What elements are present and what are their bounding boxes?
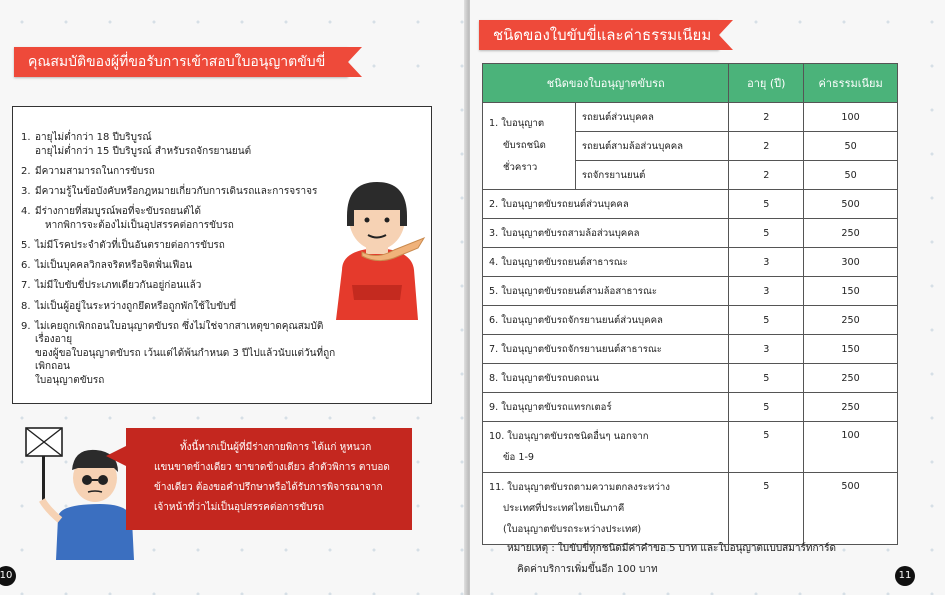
- cell-type-line: 3. ใบอนุญาตขับรถสามล้อส่วนบุคคล: [489, 227, 640, 239]
- cell-years: 5: [729, 190, 804, 219]
- list-item-text: อายุไม่ต่ำกว่า 18 ปีบริบูรณ์: [35, 132, 152, 143]
- list-item: [21, 185, 341, 199]
- cell-type-line: 7. ใบอนุญาตขับรถจักรยานยนต์สาธารณะ: [489, 343, 662, 355]
- note-line: แขนขาดข้างเดียว ขาขาดข้างเดียว ลำตัวพิการ ตาบอด: [154, 462, 390, 473]
- list-item-text: ไม่เป็นบุคคลวิกลจริตหรือจิตฟั่นเฟือน: [35, 260, 193, 272]
- table-row: [483, 335, 898, 364]
- cell-type-line: ประเทศที่ประเทศไทยเป็นภาคี: [503, 503, 625, 514]
- list-item-text: ใบอนุญาตขับรถ: [35, 375, 105, 387]
- note-line: เจ้าหน้าที่ว่าไม่เป็นอุปสรรคต่อการขับรถ: [154, 502, 325, 513]
- cell-fee: 500: [804, 190, 898, 219]
- cell-type-line: 8. ใบอนุญาตขับรถบดถนน: [489, 372, 599, 384]
- cell-type: [483, 219, 729, 248]
- list-item-text: อายุไม่ต่ำกว่า 15 ปีบริบูรณ์ สำหรับรถจักรยานยนต์: [35, 145, 252, 157]
- group-label-line: 1. ใบอนุญาต: [489, 118, 545, 129]
- cell-years: 5: [729, 306, 804, 335]
- cell-type-line: 4. ใบอนุญาตขับรถยนต์สาธารณะ: [489, 256, 628, 268]
- cell-type: รถยนต์ส่วนบุคคล: [575, 103, 729, 132]
- page-number-right: 11: [895, 566, 915, 586]
- table-row: [483, 103, 898, 132]
- cell-years: 2: [729, 103, 804, 132]
- cell-type-line: ข้อ 1-9: [503, 452, 535, 463]
- cell-fee: 250: [804, 306, 898, 335]
- cell-type-line: 10. ใบอนุญาตขับรถชนิดอื่นๆ นอกจาก: [489, 431, 649, 442]
- list-item-text: ไม่มีใบขับขี่ประเภทเดียวกันอยู่ก่อนแล้ว: [35, 280, 202, 292]
- list-item: [21, 300, 341, 314]
- cell-type-line: 2. ใบอนุญาตขับรถยนต์ส่วนบุคคล: [489, 198, 629, 210]
- list-item: [21, 239, 341, 253]
- table-row: [483, 219, 898, 248]
- cell-fee: 150: [804, 277, 898, 306]
- list-item-text: ไม่มีโรคประจำตัวที่เป็นอันตรายต่อการขับรถ: [35, 239, 225, 251]
- table-row: [483, 306, 898, 335]
- cell-years: 5: [729, 393, 804, 422]
- table-row: [483, 364, 898, 393]
- qualifications-title: คุณสมบัติของผู้ที่ขอรับการเข้าสอบใบอนุญาตขับขี่: [14, 47, 348, 77]
- list-item-text: ไม่เคยถูกเพิกถอนใบอนุญาตขับรถ ซึ่งไม่ใช่จากสาเหตุขาดคุณสมบัติเรื่องอายุ: [35, 320, 324, 346]
- cell-type-line: 5. ใบอนุญาตขับรถยนต์สามล้อสาธารณะ: [489, 285, 658, 297]
- footnote-line: หมายเหตุ : ใบขับขี่ทุกชนิดมีค่าคำขอ 5 บาท และใบอนุญาตแบบสมาร์ทการ์ด: [507, 543, 836, 554]
- cell-fee: 250: [804, 393, 898, 422]
- header-license-type: ชนิดของใบอนุญาตขับรถ: [483, 64, 729, 103]
- cell-type: [483, 335, 729, 364]
- list-item-text: ของผู้ขอใบอนุญาตขับรถ เว้นแต่ได้พ้นกำหนด 3 ปีไปแล้วนับแต่วันที่ถูกเพิกถอน: [35, 347, 336, 373]
- list-item-number: 6.: [21, 260, 31, 272]
- cell-type: รถยนต์สามล้อส่วนบุคคล: [575, 132, 729, 161]
- left-page: [0, 0, 468, 595]
- list-item-number: 2.: [21, 165, 31, 177]
- footnote: [507, 538, 907, 580]
- cell-fee: 250: [804, 364, 898, 393]
- table-row: [483, 248, 898, 277]
- list-item-number: 8.: [21, 300, 31, 312]
- list-item-number: 7.: [21, 280, 31, 292]
- list-item-number: 3.: [21, 185, 31, 197]
- list-item: [21, 320, 341, 388]
- table-header-row: [483, 64, 898, 103]
- list-item: [21, 205, 341, 232]
- cell-type: [483, 306, 729, 335]
- note-line: ข้างเดียว ต้องขอคำปรึกษาหรือได้รับการพิจารณาจาก: [154, 482, 383, 493]
- cell-years: 3: [729, 277, 804, 306]
- table-row: [483, 190, 898, 219]
- cell-type: [483, 422, 729, 473]
- cell-fee: 50: [804, 161, 898, 190]
- sign-holding-character-illustration: [20, 420, 140, 560]
- cell-fee: 100: [804, 422, 898, 473]
- cell-years: 5: [729, 473, 804, 545]
- cell-years: 5: [729, 364, 804, 393]
- group-label-line: ชั่วคราว: [503, 162, 538, 173]
- disability-note-box: [126, 428, 412, 530]
- cell-type: [483, 364, 729, 393]
- cell-type: [483, 473, 729, 545]
- group-label-line: ขับรถชนิด: [503, 140, 546, 151]
- list-item: [21, 165, 341, 179]
- cell-fee: 150: [804, 335, 898, 364]
- list-item-text: มีร่างกายที่สมบูรณ์พอที่จะขับรถยนต์ได้: [35, 206, 202, 218]
- cell-years: 2: [729, 161, 804, 190]
- cell-type-line: 11. ใบอนุญาตขับรถตามความตกลงระหว่าง: [489, 482, 670, 493]
- cell-type: รถจักรยานยนต์: [575, 161, 729, 190]
- right-page: [470, 0, 945, 595]
- cell-type-line: 9. ใบอนุญาตขับรถแทรกเตอร์: [489, 401, 612, 413]
- list-item-text: มีความรู้ในข้อบังคับหรือกฎหมายเกี่ยวกับการเดินรถและการจราจร: [35, 185, 318, 197]
- header-fee: ค่าธรรมเนียม: [804, 64, 898, 103]
- list-item: [21, 259, 341, 273]
- qualifications-list: [21, 131, 341, 394]
- license-fee-table: [482, 63, 898, 545]
- footnote-line: คิดค่าบริการเพิ่มขึ้นอีก 100 บาท: [517, 564, 658, 575]
- fees-title: ชนิดของใบขับขี่และค่าธรรมเนียม: [479, 20, 719, 50]
- list-item-number: 9.: [21, 320, 31, 332]
- list-item-number: 4.: [21, 206, 31, 218]
- table-row: [483, 277, 898, 306]
- cell-years: 5: [729, 219, 804, 248]
- list-item-number: 1.: [21, 132, 31, 143]
- cell-type: [483, 248, 729, 277]
- cell-fee: 250: [804, 219, 898, 248]
- list-item: [21, 131, 341, 158]
- cell-type: [483, 277, 729, 306]
- cell-fee: 300: [804, 248, 898, 277]
- list-item: [21, 279, 341, 293]
- table-row: [483, 393, 898, 422]
- driver-character-illustration: [322, 160, 432, 330]
- cell-fee: 50: [804, 132, 898, 161]
- cell-fee: 500: [804, 473, 898, 545]
- cell-type-line: 6. ใบอนุญาตขับรถจักรยานยนต์ส่วนบุคคล: [489, 314, 663, 326]
- page-number-left: 10: [0, 566, 16, 586]
- cell-years: 3: [729, 248, 804, 277]
- cell-fee: 100: [804, 103, 898, 132]
- list-item-text: มีความสามารถในการขับรถ: [35, 165, 155, 177]
- list-item-number: 5.: [21, 239, 31, 251]
- cell-type: [483, 393, 729, 422]
- note-line: ทั้งนี้หากเป็นผู้ที่มีร่างกายพิการ ได้แก่ หูหนวก: [180, 442, 372, 453]
- cell-years: 2: [729, 132, 804, 161]
- table-row: [483, 422, 898, 473]
- table-row: [483, 473, 898, 545]
- list-item-text: ไม่เป็นผู้อยู่ในระหว่างถูกยึดหรือถูกพักใช้ใบขับขี่: [35, 300, 237, 312]
- list-item-text: หากพิการจะต้องไม่เป็นอุปสรรคต่อการขับรถ: [45, 219, 234, 231]
- cell-years: 3: [729, 335, 804, 364]
- header-years: อายุ (ปี): [729, 64, 804, 103]
- cell-type-line: (ใบอนุญาตขับรถระหว่างประเทศ): [503, 524, 642, 535]
- cell-type: [483, 190, 729, 219]
- cell-years: 5: [729, 422, 804, 473]
- temporary-license-group: [483, 103, 576, 190]
